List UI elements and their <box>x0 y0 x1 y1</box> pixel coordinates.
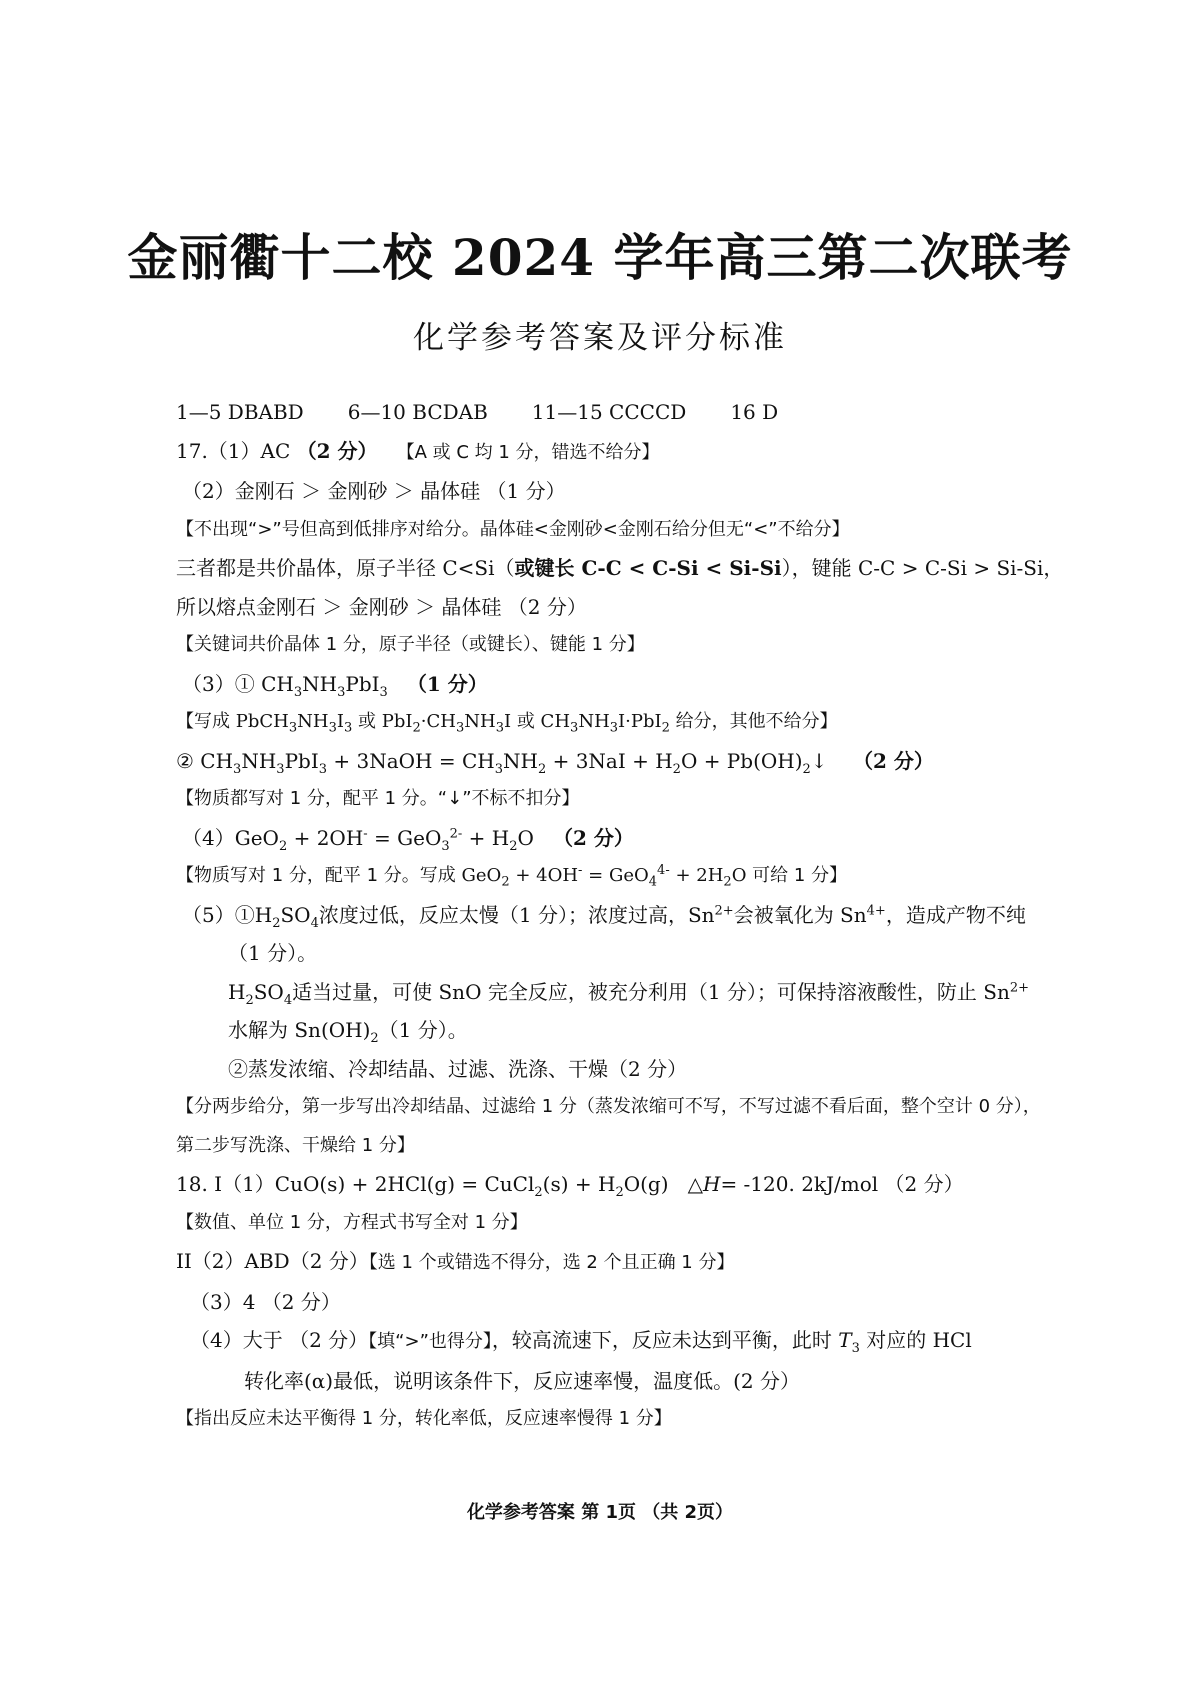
q18-part4-1: （4）大于 （2 分）【填“>”也得分】，较高流速下，反应未达到平衡，此时 $T_3$ 对应的 HCl <box>190 1328 972 1356</box>
q17-part2: （2）金刚石 ＞ 金刚砂 ＞ 晶体硅 （1 分） <box>182 479 566 503</box>
q18-part1: 18. I（1）CuO(s) + 2HCl(g) = CuCl$_2$(s) + $H_2O(g)$ △H= -120. 2kJ/mol （2 分） <box>176 1172 964 1200</box>
mc-6-10: 6—10 BCDAB <box>347 400 488 424</box>
page-title: 金丽衢十二校 2024 学年高三第二次联考 <box>127 228 1073 287</box>
q17-part5-note: 【分两步给分，第一步写出冷却结晶、过滤给 1 分（蒸发浓缩可不写，不写过滤不看后面，整个空计 0 分），第二步写洗涤、干燥给 1 分】 <box>176 1096 1041 1156</box>
q17-p3-note-b: 给分，其他不给分】 <box>669 711 838 732</box>
q17-p3b-label: ② <box>176 748 201 773</box>
q17-part3-2-note: 【物质都写对 1 分，配平 1 分。“↓”不标不扣分】 <box>176 788 580 809</box>
q17-p5-b: 浓度过低，反应太慢（1 分）；浓度过高，Sn <box>318 902 715 927</box>
q18-p4-note: 【填“>”也得分】 <box>368 1331 492 1352</box>
q17-p1-answer: 17.（1）AC <box>176 438 291 463</box>
q17-p1-score: （2 分） <box>296 438 378 463</box>
q18-p1-h: = -120. 2kJ/mol （2 分） <box>720 1172 964 1196</box>
q17-p3-score: （1 分） <box>406 671 488 696</box>
q17-explanation-note: 【关键词共价晶体 1 分，原子半径（或键长）、键能 1 分】 <box>176 634 645 655</box>
q17-p3-note-or2: 或 <box>511 711 541 732</box>
q17-p5-f: 适当过量，可使 SnO 完全反应，被充分利用（1 分）；可保持溶液酸性，防止 Sn <box>292 979 1010 1004</box>
q18-part2 <box>176 1242 1046 1283</box>
q18-part4-note: 【指出反应未达平衡得 1 分，转化率低，反应速率慢得 1 分】 <box>176 1408 672 1429</box>
q17-expl-a: 三者都是共价晶体，原子半径 C<Si（ <box>176 556 515 580</box>
q17-part3-2: ② $CH_3NH_3PbI_3$ + 3NaOH = $CH_3NH_2 + 3NaI + H_2O$ + $Pb(OH)_2↓$ （2 分） <box>176 748 934 777</box>
q17-expl-b: 或键长 C-C < C-Si < Si-Si <box>514 556 782 580</box>
q17-part3-note: 【写成 $PbCH_3NH_3I_3$ 或 $PbI_2\cdot CH_3NH_3I$ 或 $CH_3NH_3I\cdot PbI_2$ 给分，其他不给分】 <box>176 711 838 736</box>
q17-p1-note: 【A 或 C 均 1 分，错选不给分】 <box>396 441 660 463</box>
q17-p5-d: ，造成产物不纯 <box>885 902 1026 927</box>
q17-p3-note-or1: 或 <box>352 711 382 732</box>
q17-explanation-2: 所以熔点金刚石 ＞ 金刚砂 ＞ 晶体硅 （2 分） <box>176 594 587 619</box>
q17-p5-c: 会被氧化为 Sn <box>733 902 867 927</box>
q17-expl-c: ），键能 C-C > C-Si > Si-Si， <box>781 556 1064 580</box>
q17-p3b-score: （2 分） <box>852 748 934 773</box>
q17-part5-1: $(5)①H_2SO_4$浓度过低，反应太慢（1 分）；浓度过高，$Sn^{2+}$会被氧化为 $Sn^{4+}$，造成产物不纯 <box>182 902 1026 931</box>
q18-p2: II（2）ABD（2 分） <box>176 1249 369 1273</box>
q17-part5-4: 水解为 $Sn(OH)_2(1$ 分）。 <box>228 1018 468 1046</box>
q17-part5-3: $H_2SO_4$适当过量，可使 SnO 完全反应，被充分利用（1 分）；可保持溶液酸性，防止 $Sn^{2+}$ <box>228 979 1030 1008</box>
q17-part1 <box>176 432 1046 473</box>
q17-part3-1: （3）① $CH_3NH_3PbI_3$ （1 分） <box>182 671 488 700</box>
q17-p4-note-a: 【物质写对 1 分，配平 1 分。写成 <box>176 865 462 886</box>
q17-part4-note: 【物质写对 1 分，配平 1 分。写成 $GeO_2 + 4OH^- = GeO_4^{4-} + 2H_2O$ 可给 1 分】 <box>176 863 848 890</box>
q17-p5-h: （1 分）。 <box>378 1018 468 1042</box>
q18-p4-b: ，较高流速下，反应未达到平衡，此时 <box>491 1328 839 1352</box>
mc-1-5: 1—5 DBABD <box>176 400 304 424</box>
mc-16: 16 D <box>730 400 779 424</box>
multiple-choice-answers <box>176 393 1046 432</box>
q17-part5-5: ②蒸发浓缩、冷却结晶、过滤、洗涤、干燥（2 分） <box>228 1056 688 1081</box>
q17-p3-note-a: 【写成 <box>176 711 236 732</box>
page-subtitle: 化学参考答案及评分标准 <box>413 320 787 356</box>
q18-p4-a: （4）大于 （2 分） <box>190 1328 369 1352</box>
q18-part3: （3）4 （2 分） <box>190 1289 341 1314</box>
q17-explanation-1 <box>176 549 1064 588</box>
q17-p3-label: （3）① <box>182 671 262 696</box>
q17-p5-a: （5）① <box>182 902 255 927</box>
q17-part5-2: （1 分）。 <box>228 941 318 965</box>
q18-p4-c: 对应的 HCl <box>859 1328 972 1352</box>
q17-p5-g: 水解为 Sn(OH) <box>228 1018 371 1042</box>
q17-part4: $(4)GeO_2 + 2OH^- = GeO_3^{2-} + H_2O$ （2 分） <box>182 825 634 854</box>
q18-part1-note: 【数值、单位 1 分，方程式书写全对 1 分】 <box>176 1211 528 1233</box>
q17-p4-note-b: 可给 1 分】 <box>746 865 848 886</box>
q17-p4-score: （2 分） <box>553 825 634 850</box>
q18-p1-label: 18. I（1） <box>176 1172 275 1196</box>
q18-p2-note: 【选 1 个或错选不得分，选 2 个且正确 1 分】 <box>368 1252 735 1273</box>
mc-11-15: 11—15 CCCCD <box>531 400 687 424</box>
q18-part4-2: 转化率(α)最低，说明该条件下，反应速率慢，温度低。(2 分） <box>244 1368 800 1393</box>
q17-part2-note: 【不出现“>”号但高到低排序对给分。晶体硅<金刚砂<金刚石给分但无“<”不给分】 <box>176 518 850 540</box>
q17-p4-label: （4） <box>182 825 235 850</box>
page-footer: 化学参考答案 第 1页 （共 2页） <box>466 1502 734 1523</box>
answer-body <box>176 393 1064 1439</box>
